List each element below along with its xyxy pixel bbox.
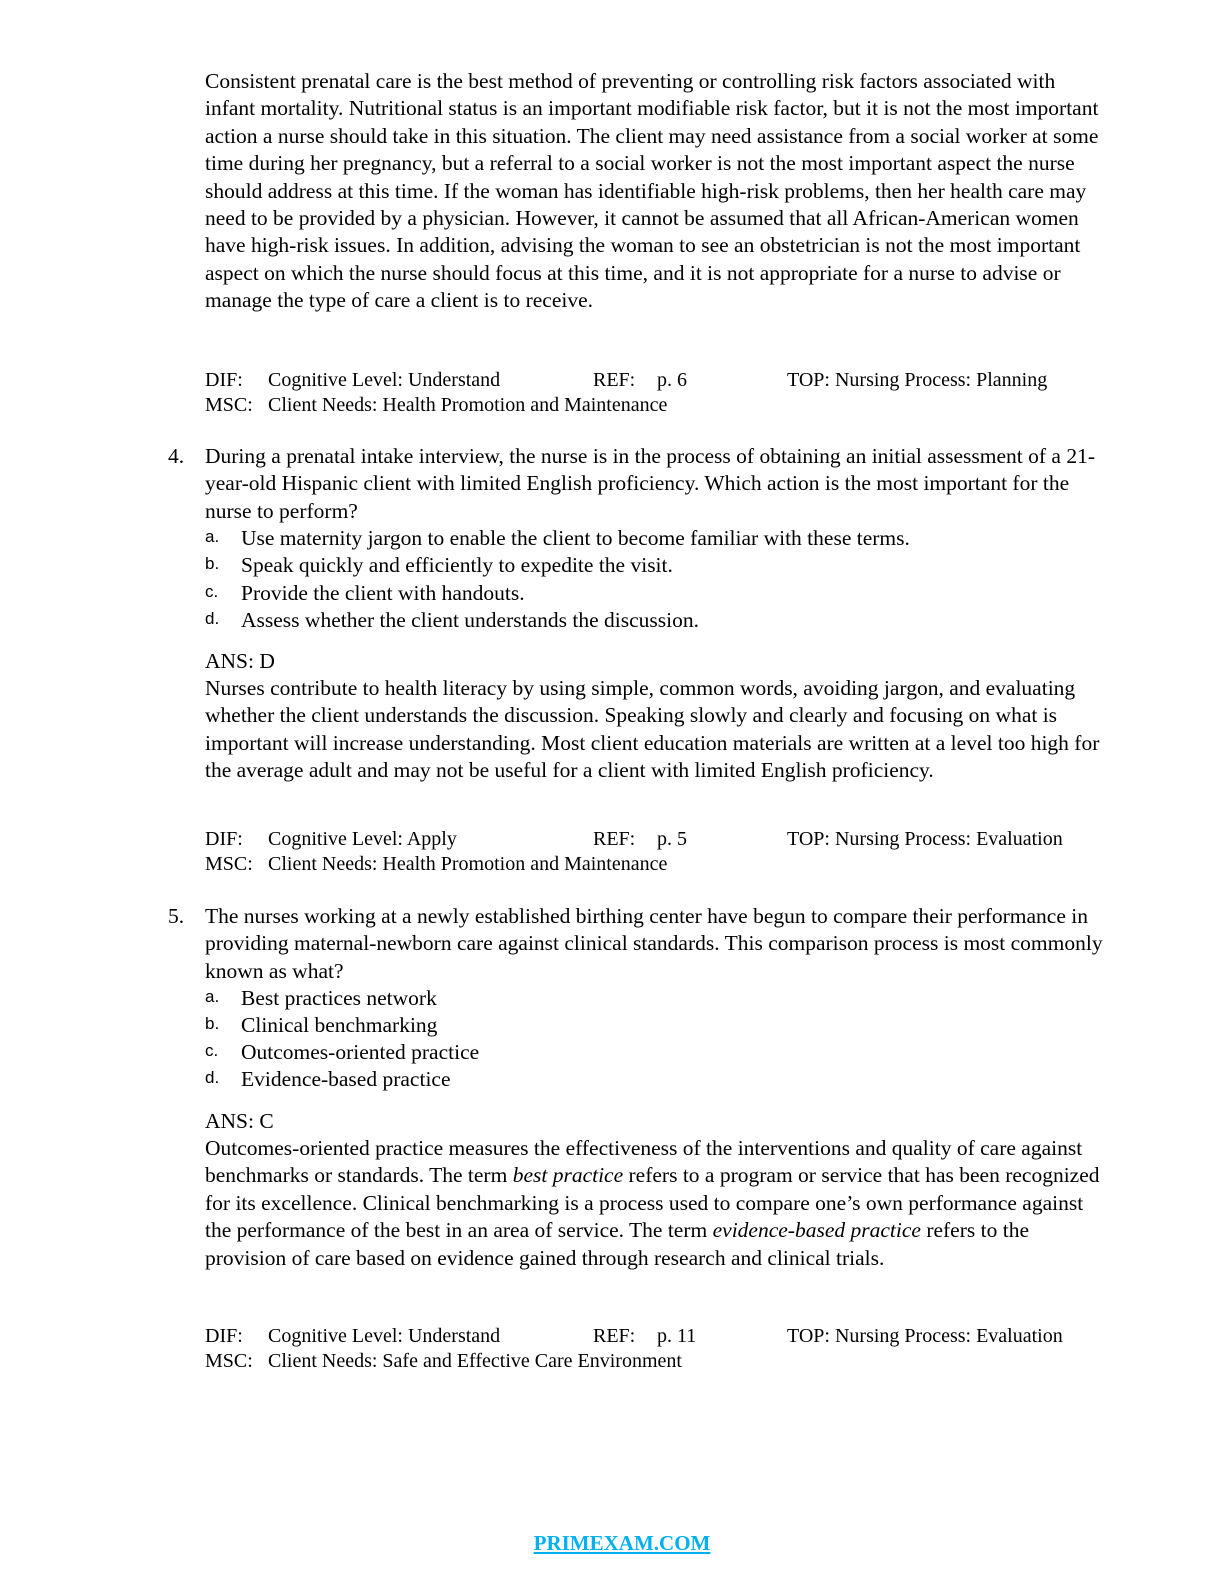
option-text: Clinical benchmarking <box>241 1013 438 1037</box>
q4-meta-row-1 <box>205 827 1105 852</box>
q5-msc-value: Client Needs: Safe and Effective Care Environment <box>268 1350 682 1372</box>
q5-rationale <box>205 1135 1105 1272</box>
q4-meta-row-2 <box>205 852 1105 877</box>
q5-ref-value: p. 11 <box>657 1325 697 1347</box>
q4-number: 4. <box>168 444 185 468</box>
q5-rationale-part-1: Outcomes-oriented practice measures the effectiveness of the interventions and quality of care against benchmarks or standards. The term <box>205 1136 1083 1188</box>
q3-rationale: Consistent prenatal care is the best method of preventing or controlling risk factors associated with infant mortality. Nutritional status is an important modifiable risk factor, but it is not the most important action a nurse should take in this situation. The client may need assistance from a social worker at some time during her pregnancy, but a referral to a social worker is not the most important aspect the nurse should address at this time. If the woman has identifiable high-risk problems, then her health care may need to be provided by a physician. However, it cannot be assumed that all African-American women have high-risk issues. In addition, advising the woman to see an obstetrician is not the most important aspect on which the nurse should focus at this time, and it is not appropriate for a nurse to advise or manage the type of care a client is to receive. <box>205 69 1099 313</box>
q3-ref-label: REF: <box>593 369 636 391</box>
q4-dif-label: DIF: <box>205 828 243 850</box>
q3-msc-label: MSC: <box>205 394 253 416</box>
q3-top-value: TOP: Nursing Process: Planning <box>787 369 1048 391</box>
option-text: Best practices network <box>241 986 437 1010</box>
option-letter: d. <box>205 1068 220 1087</box>
q5-rationale-part-3: refers to the provision of care based on evidence gained through research and clinical trials. <box>205 1218 1029 1270</box>
q5-meta-row-1 <box>205 1324 1105 1349</box>
q5-ref-label: REF: <box>593 1325 636 1347</box>
q3-dif-label: DIF: <box>205 369 243 391</box>
q5-answer: ANS: C <box>205 1109 274 1133</box>
q4-rationale: Nurses contribute to health literacy by using simple, common words, avoiding jargon, and evaluating whether the client understands the discussion. Speaking slowly and clearly and focusing on what is important will increase understanding. Most client education materials are written at a level too high for the average adult and may not be useful for a client with limited English proficiency. <box>205 676 1100 783</box>
option-text: Provide the client with handouts. <box>241 581 525 605</box>
option-text: Outcomes-oriented practice <box>241 1040 480 1064</box>
q5-stem: The nurses working at a newly established birthing center have begun to compare their performance in providing maternal-newborn care against clinical standards. This comparison process is most commonly known as what? <box>205 904 1103 983</box>
q4-msc-label: MSC: <box>205 853 253 875</box>
q3-dif-value: Cognitive Level: Understand <box>268 369 501 391</box>
q5-top-value: TOP: Nursing Process: Evaluation <box>787 1325 1063 1347</box>
option-letter: b. <box>205 1014 220 1033</box>
option-letter: d. <box>205 609 220 628</box>
option-letter: c. <box>205 582 219 601</box>
option-letter: b. <box>205 554 220 573</box>
q4-ref-value: p. 5 <box>657 828 687 850</box>
q5-number: 5. <box>168 904 185 928</box>
q3-meta-row-1 <box>205 368 1105 393</box>
q5-msc-label: MSC: <box>205 1350 253 1372</box>
option-text: Use maternity jargon to enable the client to become familiar with these terms. <box>241 526 910 550</box>
q3-ref-value: p. 6 <box>657 369 687 391</box>
option-text: Evidence-based practice <box>241 1067 451 1091</box>
q4-top-value: TOP: Nursing Process: Evaluation <box>787 828 1063 850</box>
q5-rationale-part-2: refers to a program or service that has been recognized for its excellence. Clinical benchmarking is a process used to compare one’s own performance against the performance of the best in an area of service. The term <box>205 1163 1100 1243</box>
option-letter: a. <box>205 987 220 1006</box>
option-letter: c. <box>205 1041 219 1060</box>
q5-rationale-term-evidence-based: evidence-based practice <box>712 1218 921 1243</box>
q4-stem: During a prenatal intake interview, the nurse is in the process of obtaining an initial assessment of a 21-year-old Hispanic client with limited English proficiency. Which action is the most important for the nurse to perform? <box>205 444 1096 523</box>
option-text: Speak quickly and efficiently to expedite the visit. <box>241 553 673 577</box>
q5-rationale-term-best-practice: best practice <box>512 1163 624 1188</box>
q3-meta-row-2 <box>205 393 1105 418</box>
q3-msc-value: Client Needs: Health Promotion and Maintenance <box>268 394 668 416</box>
q5-dif-value: Cognitive Level: Understand <box>268 1325 501 1347</box>
q4-ref-label: REF: <box>593 828 636 850</box>
footer-site-link[interactable]: PRIMEXAM.COM <box>533 1531 711 1555</box>
q4-dif-value: Cognitive Level: Apply <box>268 828 457 850</box>
option-text: Assess whether the client understands the discussion. <box>241 608 699 632</box>
q5-meta-row-2 <box>205 1349 1105 1374</box>
option-letter: a. <box>205 527 220 546</box>
q5-dif-label: DIF: <box>205 1325 243 1347</box>
q4-answer: ANS: D <box>205 649 275 673</box>
q4-msc-value: Client Needs: Health Promotion and Maintenance <box>268 853 668 875</box>
